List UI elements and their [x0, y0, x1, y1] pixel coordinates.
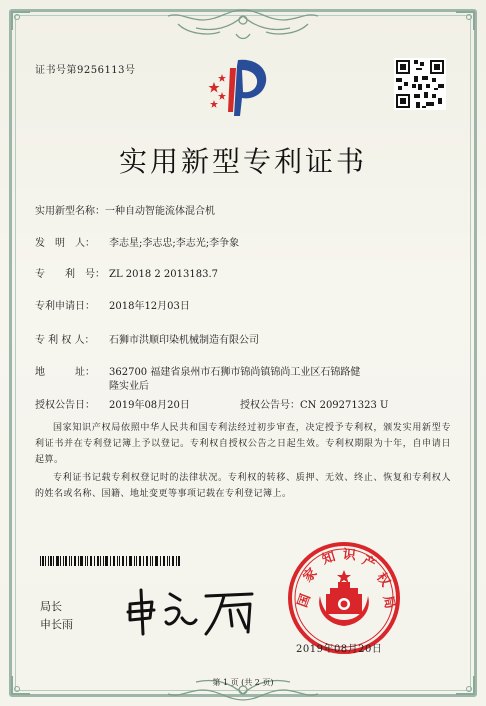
address-line-2: 隆实业后: [109, 381, 149, 392]
filing-date-label: 专利申请日：: [35, 301, 95, 312]
grant-date-label: 授权公告日：: [35, 400, 95, 411]
director-name: 申长雨: [40, 618, 73, 631]
qr-code-icon: [394, 58, 446, 110]
svg-text:局: 局: [379, 594, 398, 611]
announcement-number-value: CN 209271323 U: [300, 400, 389, 411]
announcement-number-row: [240, 399, 388, 413]
svg-text:产: 产: [359, 553, 379, 573]
patentee-value: 石狮市洪顺印染机械制造有限公司: [109, 335, 259, 346]
grant-date-row: [35, 399, 190, 413]
patentee-row: [35, 334, 259, 348]
svg-text:知: 知: [320, 549, 338, 568]
official-red-seal-icon: [286, 540, 402, 656]
certificate-title: 实用新型专利证书: [118, 145, 367, 178]
patent-number-row: [35, 268, 218, 282]
statement-paragraph-2: 专利证书记载专利权登记时的法律状况。专利权的转移、质押、无效、终止、恢复和专利权人的姓名或名称、国籍、地址变更等事项记载在专利登记簿上。: [35, 473, 451, 499]
grant-date-value: 2019年08月20日: [109, 400, 190, 411]
page-number: 第 1 页 (共 2 页): [212, 678, 274, 687]
patentee-label: 专 利 权 人：: [35, 335, 95, 346]
seal-date: 2019年08月20日: [296, 644, 383, 655]
certificate-number: 证书号第9256113号: [35, 65, 136, 76]
barcode-icon: [40, 556, 180, 566]
filing-date-row: [35, 300, 190, 314]
address-row: [35, 366, 360, 380]
inventor-row: [35, 237, 239, 251]
name-label: 实用新型名称：: [35, 206, 105, 217]
svg-text:家: 家: [300, 565, 321, 586]
handwritten-signature-icon: [122, 580, 262, 640]
inventor-value: 李志星;李志忠;李志光;李争象: [109, 238, 240, 249]
top-ornament-icon: [158, 6, 328, 46]
name-value: 一种自动智能流体混合机: [105, 206, 215, 217]
announcement-number-label: 授权公告号：: [240, 400, 300, 411]
filing-date-value: 2018年12月03日: [109, 301, 190, 312]
svg-text:识: 识: [342, 547, 357, 564]
statement-paragraph-1: 国家知识产权局依照中华人民共和国专利法经过初步审查，决定授予专利权，颁发实用新型专利证书并在专利登记簿上予以登记。专利权自授权公告之日起生效。专利权期限为十年，自申请日起算。: [35, 423, 451, 465]
patent-number-label: 专 利 号：: [35, 269, 105, 280]
svg-text:国: 国: [295, 592, 314, 610]
corner-ornament-icon: [10, 10, 32, 32]
corner-ornament-icon: [454, 10, 476, 32]
svg-text:权: 权: [372, 570, 393, 590]
address-label: 地 址：: [35, 367, 95, 378]
patent-number-value: ZL 2018 2 2013183.7: [109, 269, 219, 280]
cnipa-emblem-icon: [200, 52, 280, 122]
utility-model-name-row: [35, 205, 215, 219]
director-title: 局长: [40, 600, 62, 613]
inventor-label: 发 明 人：: [35, 238, 95, 249]
address-line-1: 362700 福建省泉州市石狮市锦尚镇锦尚工业区石锦路健: [109, 367, 361, 378]
